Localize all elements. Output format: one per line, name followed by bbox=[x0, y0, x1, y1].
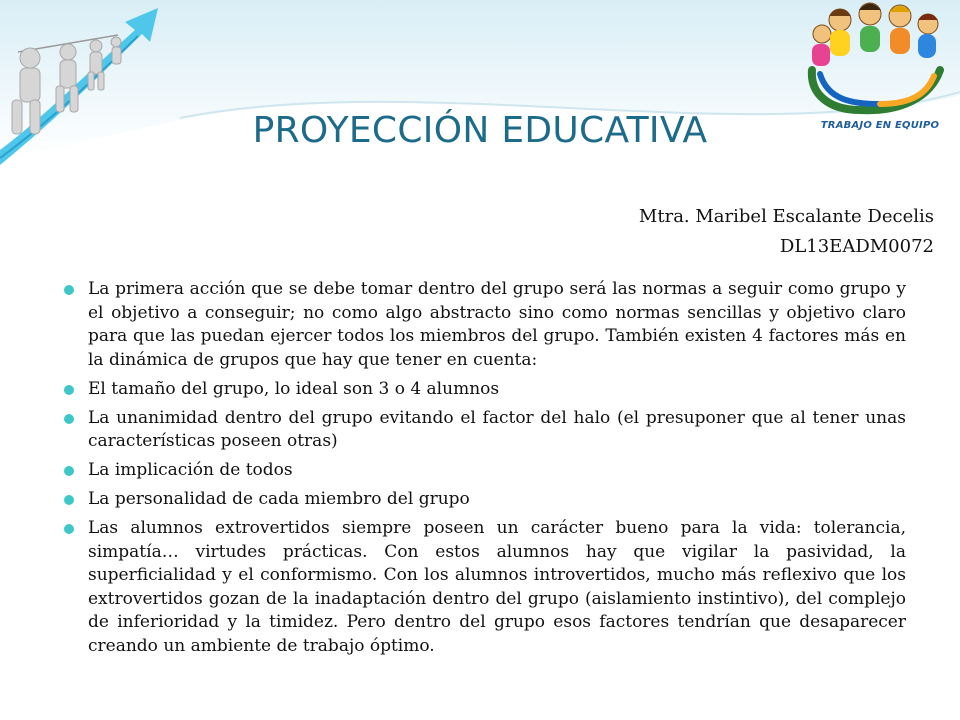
author-code: DL13EADM0072 bbox=[779, 236, 934, 257]
bullet-item bbox=[64, 407, 906, 454]
bullet-item bbox=[64, 488, 906, 512]
bullet-text: La personalidad de cada miembro del grupo bbox=[88, 489, 470, 509]
bullet-item bbox=[64, 517, 906, 658]
bullet-dot-icon bbox=[64, 524, 74, 534]
bullet-item bbox=[64, 459, 906, 483]
bullet-text: Las alumnos extrovertidos siempre poseen un carácter bueno para la vida: tolerancia, simpatía… virtudes prácticas. Con estos alumnos hay que vigilar la pasividad, la superficialidad y el conformismo. Con los alumnos introvertidos, mucho más reflexivo que los extrovertidos gozan de la inadaptación dentro del grupo (aislamiento instintivo), del complejo de inferioridad y la timidez. Pero dentro del grupo esos factores tendrían que desaparecer creando un ambiente de trabajo óptimo. bbox=[88, 518, 906, 656]
bullet-text: La unanimidad dentro del grupo evitando el factor del halo (el presuponer que al tener unas características poseen otras) bbox=[88, 407, 906, 451]
author-block bbox=[639, 202, 934, 262]
bullet-dot-icon bbox=[64, 466, 74, 476]
bullet-text: El tamaño del grupo, lo ideal son 3 o 4 alumnos bbox=[88, 378, 500, 399]
bullet-item bbox=[64, 378, 906, 402]
bullet-dot-icon bbox=[64, 285, 74, 295]
bullet-text: La implicación de todos bbox=[88, 460, 293, 480]
author-name: Mtra. Maribel Escalante Decelis bbox=[638, 206, 934, 227]
team-image-caption: TRABAJO EN EQUIPO bbox=[820, 120, 940, 131]
bullet-item bbox=[64, 278, 906, 372]
bullet-dot-icon bbox=[64, 495, 74, 505]
bullet-dot-icon bbox=[64, 414, 74, 424]
bullet-text: La primera acción que se debe tomar dentro del grupo será las normas a seguir como grupo y el objetivo a conseguir; no como algo abstracto sino como normas sencillas y objetivo claro para que las puedan ejercer todos los miembros del grupo. También existen 4 factores más en la dinámica de grupos que hay que tener en cuenta: bbox=[88, 279, 906, 370]
slide-title: PROYECCIÓN EDUCATIVA bbox=[252, 110, 708, 151]
bullet-list bbox=[64, 278, 906, 664]
bullet-dot-icon bbox=[64, 385, 74, 395]
